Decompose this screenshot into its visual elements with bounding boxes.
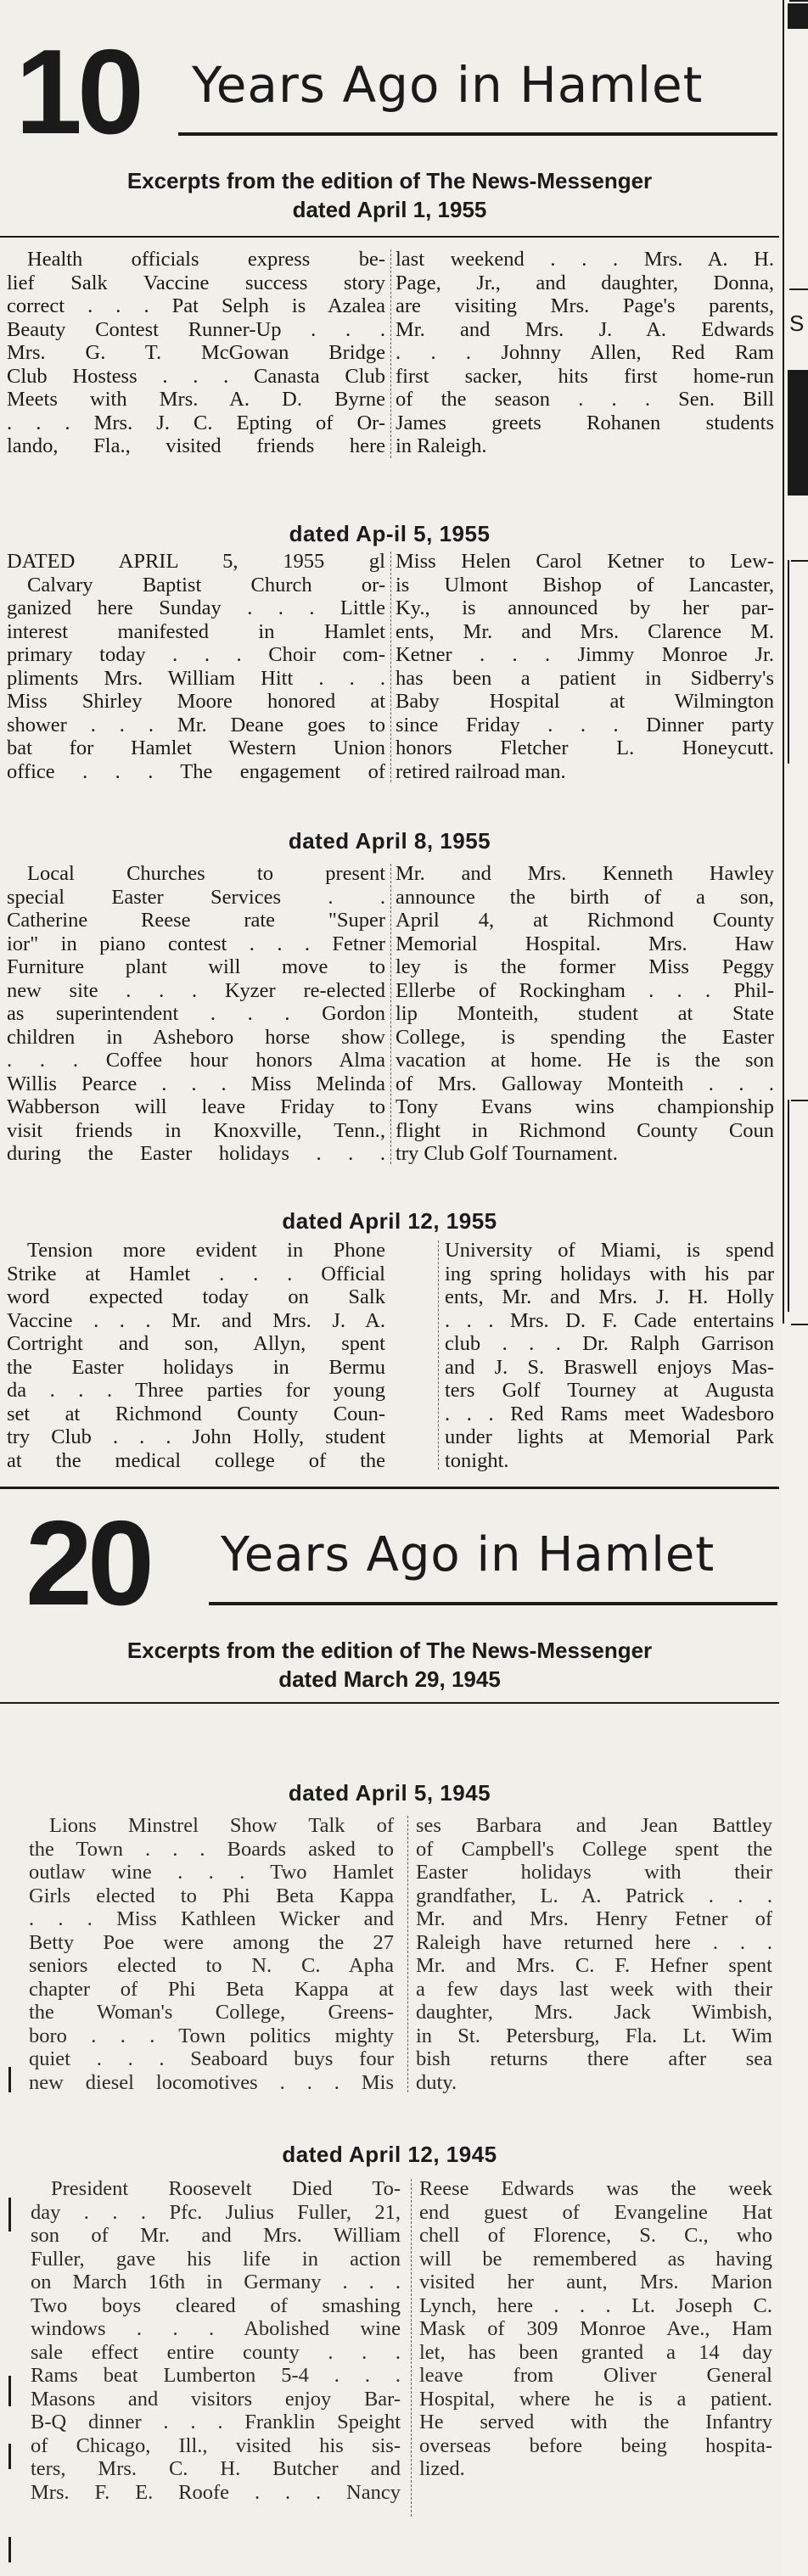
text-line: club . . . Dr. Ralph Garrison xyxy=(445,1332,774,1355)
fragment-rule xyxy=(788,1100,789,1312)
fragment-rule xyxy=(788,560,789,764)
text-line: tonight. xyxy=(445,1448,509,1472)
text-line: Betty Poe were among the 27 xyxy=(29,1930,394,1954)
text-line: . . . Miss Kathleen Wicker and xyxy=(29,1907,394,1930)
text-line: . . . Mrs. D. F. Cade entertains xyxy=(445,1308,774,1332)
text-line: day . . . Pfc. Julius Fuller, 21, xyxy=(31,2200,401,2224)
text-line: lized. xyxy=(419,2457,465,2480)
s1955-b3-right xyxy=(445,1239,774,1472)
text-line: at the medical college of the xyxy=(7,1448,385,1472)
text-line: Meets with Mrs. A. D. Byrne xyxy=(7,388,385,411)
section-1945-title-rule xyxy=(209,1602,777,1605)
text-line: since Friday . . . Dinner party xyxy=(396,713,774,736)
section-1955-number: 10 xyxy=(15,25,139,160)
section-1945-excerpt-line2: dated March 29, 1945 xyxy=(278,1666,501,1692)
text-line: Ketner . . . Jimmy Monroe Jr. xyxy=(396,643,774,666)
text-line: Ellerbe of Rockingham . . . Phil- xyxy=(396,978,774,1002)
s1945-b0-left xyxy=(29,1814,394,2094)
text-line: pliments Mrs. William Hitt . . . xyxy=(7,666,385,690)
text-line: Lynch, here . . . Lt. Joseph C. xyxy=(419,2293,772,2317)
text-line: try Club . . . John Holly, student xyxy=(7,1425,385,1448)
text-line: first sacker, hits first home-run xyxy=(396,364,774,388)
text-line: ses Barbara and Jean Battley xyxy=(416,1814,772,1837)
text-line: Beauty Contest Runner-Up . . . xyxy=(7,317,385,341)
text-line: Local Churches to present xyxy=(27,862,385,885)
section-1945-excerpt-line1: Excerpts from the edition of The News-Messenger xyxy=(126,1638,653,1663)
text-line: ior" in piano contest . . . Fetner xyxy=(7,932,385,955)
text-line: visited her aunt, Mrs. Marion xyxy=(419,2271,772,2293)
text-line: College, is spending the Easter xyxy=(396,1025,774,1049)
column-separator xyxy=(438,1240,439,1470)
text-line: children in Asheboro horse show xyxy=(7,1025,385,1049)
s1955-b2-left xyxy=(7,862,385,1166)
section-1945-number: 20 xyxy=(25,1496,149,1631)
text-line: Health officials express be- xyxy=(27,248,385,271)
text-line: in Raleigh. xyxy=(396,434,487,457)
text-line: Easter holidays with their xyxy=(416,1861,772,1884)
text-line: chapter of Phi Beta Kappa at xyxy=(29,1977,394,2001)
section-1945-header-rule xyxy=(0,1702,779,1704)
text-line: Vaccine . . . Mr. and Mrs. J. A. xyxy=(7,1308,385,1332)
text-line: Page, Jr., and daughter, Donna, xyxy=(396,271,774,294)
text-line: duty. xyxy=(416,2070,457,2094)
text-line: Willis Pearce . . . Miss Melinda xyxy=(7,1072,385,1095)
text-line: let, has been granted a 14 day xyxy=(419,2340,772,2364)
text-line: end guest of Evangeline Hat xyxy=(419,2200,772,2224)
section-1955-title: Years Ago in Hamlet xyxy=(192,56,704,114)
text-line: lando, Fla., visited friends here xyxy=(7,434,385,457)
text-line: . . . Red Rams meet Wadesboro xyxy=(445,1402,774,1425)
fragment-rule xyxy=(789,288,808,290)
fragment-rule xyxy=(788,3,808,29)
text-line: Mrs. F. E. Roofe . . . Nancy xyxy=(31,2480,401,2504)
text-line: ents, Mr. and Mrs. J. H. Holly xyxy=(445,1285,774,1308)
text-line: Lions Minstrel Show Talk of xyxy=(49,1814,394,1837)
s1945-b0-heading: dated April 5, 1945 xyxy=(288,1780,491,1806)
section-1945-title: Years Ago in Hamlet xyxy=(221,1527,715,1582)
text-line: new diesel locomotives . . . Mis xyxy=(29,2070,394,2094)
section-1955-header-rule xyxy=(0,236,779,238)
text-line: a few days last week with their xyxy=(416,1977,772,2001)
text-line: sale effect entire county . . . xyxy=(31,2340,401,2364)
text-line: James greets Rohanen students xyxy=(396,411,774,434)
text-line: announce the birth of a son, xyxy=(396,885,774,909)
column-separator xyxy=(411,2179,412,2517)
column-separator xyxy=(390,864,391,1164)
fragment-rule xyxy=(783,0,784,1324)
column-separator xyxy=(390,249,391,458)
text-line: is Ulmont Bishop of Lancaster, xyxy=(396,573,774,596)
scan-edge-mark xyxy=(8,2444,11,2469)
text-line: correct . . . Pat Selph is Azalea xyxy=(7,294,385,317)
s1945-b0-right xyxy=(416,1814,772,2094)
text-line: the Woman's College, Greens- xyxy=(29,2001,394,2024)
text-line: new site . . . Kyzer re-elected xyxy=(7,978,385,1002)
neighbor-column-fragment xyxy=(781,0,808,2576)
text-line: Memorial Hospital. Mrs. Haw xyxy=(396,932,774,955)
section-1955-excerpt-line2: dated April 1, 1955 xyxy=(292,197,487,222)
text-line: during the Easter holidays . . . xyxy=(7,1142,385,1165)
scan-edge-mark xyxy=(8,2198,11,2232)
text-line: special Easter Services . . xyxy=(7,885,385,909)
text-line: and J. S. Braswell enjoys Mas- xyxy=(445,1355,774,1379)
text-line: the Town . . . Boards asked to xyxy=(29,1837,394,1861)
text-line: as superintendent . . . Gordon xyxy=(7,1002,385,1025)
text-line: . . . Coffee hour honors Alma xyxy=(7,1049,385,1072)
text-line: of Mrs. Galloway Monteith . . . xyxy=(396,1072,774,1095)
text-line: University of Miami, is spend xyxy=(445,1239,774,1262)
text-line: vacation at home. He is the son xyxy=(396,1049,774,1072)
text-line: Strike at Hamlet . . . Official xyxy=(7,1262,385,1285)
text-line: ganized here Sunday . . . Little xyxy=(7,596,385,619)
text-line: set at Richmond County Coun- xyxy=(7,1402,385,1425)
text-line: Mr. and Mrs. Henry Fetner of xyxy=(416,1907,772,1930)
text-line: Mrs. G. T. McGowan Bridge xyxy=(7,341,385,364)
text-line: has been a patient in Sidberry's xyxy=(396,666,774,690)
s1955-b2-heading: dated April 8, 1955 xyxy=(288,828,491,854)
text-line: retired railroad man. xyxy=(396,759,566,783)
text-line: chell of Florence, S. C., who xyxy=(419,2224,772,2247)
text-line: will be remembered as having xyxy=(419,2247,772,2271)
text-line: Wabberson will leave Friday to xyxy=(7,1095,385,1118)
column-separator xyxy=(390,552,391,782)
text-line: visit friends in Knoxville, Tenn., xyxy=(7,1118,385,1142)
text-line: primary today . . . Choir com- xyxy=(7,643,385,666)
text-line: son of Mr. and Mrs. William xyxy=(31,2224,401,2247)
text-line: President Roosevelt Died To- xyxy=(51,2177,401,2200)
text-line: windows . . . Abolished wine xyxy=(31,2317,401,2340)
text-line: Raleigh have returned here . . . xyxy=(416,1930,772,1954)
text-line: Catherine Reese rate "Super xyxy=(7,909,385,932)
text-line: word expected today on Salk xyxy=(7,1285,385,1308)
text-line: Furniture plant will move to xyxy=(7,955,385,978)
text-line: are visiting Mrs. Page's parents, xyxy=(396,294,774,317)
text-line: Rams beat Lumberton 5-4 . . . xyxy=(31,2364,401,2387)
text-line: lief Salk Vaccine success story xyxy=(7,271,385,294)
text-line: Baby Hospital at Wilmington xyxy=(396,690,774,713)
text-line: ley is the former Miss Peggy xyxy=(396,955,774,978)
text-line: Reese Edwards was the week xyxy=(419,2177,772,2200)
text-line: in St. Petersburg, Fla. Lt. Wim xyxy=(416,2024,772,2047)
text-line: outlaw wine . . . Two Hamlet xyxy=(29,1861,394,1884)
text-line: try Club Golf Tournament. xyxy=(396,1142,618,1165)
s1945-b1-left xyxy=(31,2177,401,2504)
text-line: Mr. and Mrs. C. F. Hefner spent xyxy=(416,1954,772,1977)
text-line: of Campbell's College spent the xyxy=(416,1837,772,1861)
text-line: last weekend . . . Mrs. A. H. xyxy=(396,248,774,271)
section-divider-rule xyxy=(0,1487,779,1489)
text-line: the Easter holidays in Bermu xyxy=(7,1355,385,1379)
text-line: under lights at Memorial Park xyxy=(445,1425,774,1448)
s1955-b1-left xyxy=(7,550,385,783)
text-line: of Chicago, Ill., visited his sis- xyxy=(31,2433,401,2457)
text-line: honors Fletcher L. Honeycutt. xyxy=(396,736,774,759)
text-line: shower . . . Mr. Deane goes to xyxy=(7,713,385,736)
text-line: flight in Richmond County Coun xyxy=(396,1118,774,1142)
scan-edge-mark xyxy=(8,2067,11,2092)
text-line: quiet . . . Seaboard buys four xyxy=(29,2047,394,2070)
text-line: ents, Mr. and Mrs. Clarence M. xyxy=(396,619,774,643)
text-line: April 4, at Richmond County xyxy=(396,909,774,932)
text-line: bat for Hamlet Western Union xyxy=(7,736,385,759)
text-line: Mr. and Mrs. Kenneth Hawley xyxy=(396,862,774,885)
scan-edge-mark xyxy=(8,2376,11,2406)
s1945-b1-right xyxy=(419,2177,772,2481)
text-line: ters, Mrs. C. H. Butcher and xyxy=(31,2457,401,2480)
text-line: office . . . The engagement of xyxy=(7,759,385,783)
section-1955-excerpt-line1: Excerpts from the edition of The News-Messenger xyxy=(126,168,653,193)
text-line: leave from Oliver General xyxy=(419,2364,772,2387)
section-1955-title-rule xyxy=(178,132,777,136)
text-line: bish returns there after sea xyxy=(416,2047,772,2070)
fragment-rule xyxy=(791,1324,808,1325)
s1955-b0-right xyxy=(396,248,774,458)
text-line: Fuller, gave his life in action xyxy=(31,2247,401,2271)
text-line: ters Golf Tourney at Augusta xyxy=(445,1379,774,1402)
text-line: . . . Johnny Allen, Red Ram xyxy=(396,341,774,364)
text-line: of the season . . . Sen. Bill xyxy=(396,388,774,411)
s1955-b3-heading: dated April 12, 1955 xyxy=(282,1208,497,1234)
text-line: daughter, Mrs. Jack Wimbish, xyxy=(416,2001,772,2024)
fragment-rule xyxy=(789,0,808,2)
s1955-b3-left xyxy=(7,1239,385,1472)
s1955-b1-heading: dated Ap-il 5, 1955 xyxy=(289,521,491,546)
column-separator xyxy=(407,1816,408,2092)
fragment-rule xyxy=(791,1100,808,1101)
fragment-rule xyxy=(791,560,808,562)
text-line: on March 16th in Germany . . . xyxy=(31,2271,401,2293)
text-line: Two boys cleared of smashing xyxy=(31,2293,401,2317)
text-line: Tension more evident in Phone xyxy=(27,1239,385,1262)
text-line: Calvary Baptist Church or- xyxy=(27,573,385,596)
text-line: DATED APRIL 5, 1955 gl xyxy=(7,550,385,573)
text-line: Tony Evans wins championship xyxy=(396,1095,774,1118)
text-line: boro . . . Town politics mighty xyxy=(29,2024,394,2047)
text-line: Masons and visitors enjoy Bar- xyxy=(31,2387,401,2411)
text-line: Ky., is announced by her par- xyxy=(396,596,774,619)
text-line: Club Hostess . . . Canasta Club xyxy=(7,364,385,388)
text-line: . . . Mrs. J. C. Epting of Or- xyxy=(7,411,385,434)
text-line: lip Monteith, student at State xyxy=(396,1002,774,1025)
text-line: Mask of 309 Monroe Ave., Ham xyxy=(419,2317,772,2340)
text-line: Miss Helen Carol Ketner to Lew- xyxy=(396,550,774,573)
text-line: Girls elected to Phi Beta Kappa xyxy=(29,1884,394,1907)
text-line: Mr. and Mrs. J. A. Edwards xyxy=(396,317,774,341)
s1955-b1-right xyxy=(396,550,774,783)
text-line: da . . . Three parties for young xyxy=(7,1379,385,1402)
text-line: He served with the Infantry xyxy=(419,2411,772,2433)
scan-edge-mark xyxy=(8,2537,11,2562)
fragment-rule xyxy=(788,370,808,496)
text-line: seniors elected to N. C. Apha xyxy=(29,1954,394,1977)
text-line: Cortright and son, Allyn, spent xyxy=(7,1332,385,1355)
fragment-letter: S xyxy=(789,311,805,336)
text-line: grandfather, L. A. Patrick . . . xyxy=(416,1884,772,1907)
text-line: B-Q dinner . . . Franklin Speight xyxy=(31,2411,401,2433)
s1955-b0-left xyxy=(7,248,385,458)
text-line: overseas before being hospita- xyxy=(419,2433,772,2457)
text-line: interest manifested in Hamlet xyxy=(7,619,385,643)
text-line: Miss Shirley Moore honored at xyxy=(7,690,385,713)
text-line: Hospital, where he is a patient. xyxy=(419,2387,772,2411)
s1945-b1-heading: dated April 12, 1945 xyxy=(282,2142,497,2167)
text-line: ing spring holidays with his par xyxy=(445,1262,774,1285)
s1955-b2-right xyxy=(396,862,774,1166)
